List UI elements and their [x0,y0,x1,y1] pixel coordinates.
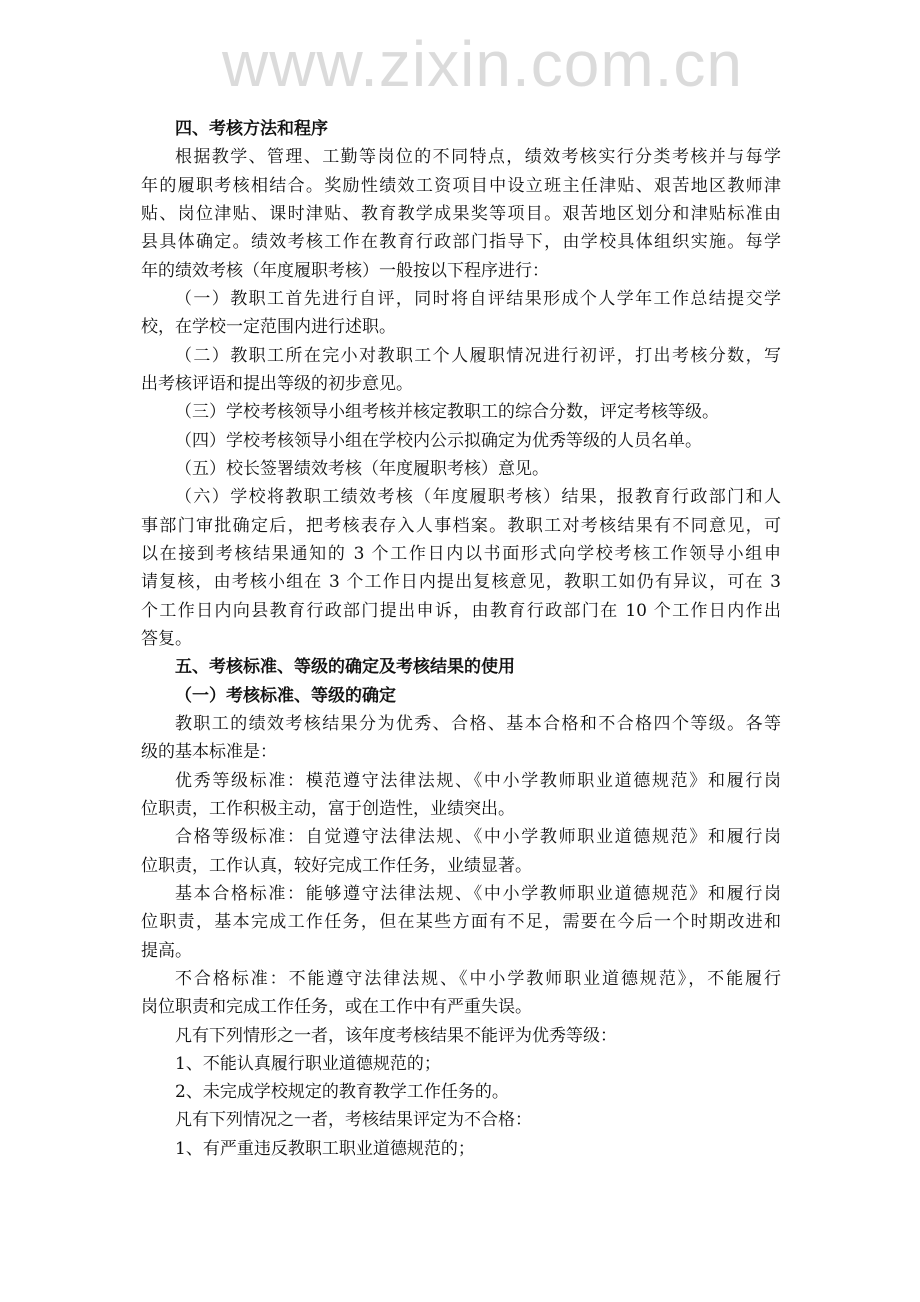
document-page [141,115,781,1163]
paragraph-line: 位职责，工作积极主动，富于创造性，业绩突出。 [141,798,515,819]
paragraph-line: （二）教职工所在完小对教职工个人履职情况进行初评，打出考核分数，写 [175,345,781,366]
list-item: 1、不能认真履行职业道德规范的； [175,1053,441,1074]
paragraph-line: （五）校长签署绩效考核（年度履职考核）意见。 [175,458,549,479]
paragraph-line: 年的履职考核相结合。奖励性绩效工资项目中设立班主任津贴、艰苦地区教师津 [141,175,781,196]
section-heading-4: 四、考核方法和程序 [175,119,328,139]
paragraph-line: 以在接到考核结果通知的 3 个工作日内以书面形式向学校考核工作领导小组申 [141,543,781,564]
paragraph-line: 县具体确定。绩效考核工作在教育行政部门指导下，由学校具体组织实施。每学 [141,232,781,253]
paragraph-line: 提高。 [141,940,192,961]
paragraph-line: 基本合格标准：能够遵守法律法规、《中小学教师职业道德规范》和履行岗 [175,883,781,904]
paragraph-line: 请复核，由考核小组在 3 个工作日内提出复核意见，教职工如仍有异议，可在 3 [141,572,781,593]
paragraph-line: 教职工的绩效考核结果分为优秀、合格、基本合格和不合格四个等级。各等 [175,713,781,734]
paragraph-line: （四）学校考核领导小组在学校内公示拟确定为优秀等级的人员名单。 [175,430,702,451]
paragraph-line: 凡有下列情形之一者，该年度考核结果不能评为优秀等级： [175,1025,617,1046]
paragraph-line: 校，在学校一定范围内进行述职。 [141,317,396,338]
paragraph-line: 年的绩效考核（年度履职考核）一般按以下程序进行： [141,260,549,281]
paragraph-line: 个工作日内向县教育行政部门提出申诉，由教育行政部门在 10 个工作日内作出 [141,600,781,621]
paragraph-line: （六）学校将教职工绩效考核（年度履职考核）结果，报教育行政部门和人 [175,487,781,508]
paragraph-line: 岗位职责和完成工作任务，或在工作中有严重失误。 [141,997,532,1018]
paragraph-line: （三）学校考核领导小组考核并核定教职工的综合分数，评定考核等级。 [175,402,719,423]
paragraph-line: 位职责，工作认真，较好完成工作任务，业绩显著。 [141,855,532,876]
paragraph-line: 事部门审批确定后，把考核表存入人事档案。教职工对考核结果有不同意见，可 [141,515,781,536]
paragraph-line: （一）教职工首先进行自评，同时将自评结果形成个人学年工作总结提交学 [175,288,781,309]
section-heading-5: 五、考核标准、等级的确定及考核结果的使用 [175,657,515,678]
list-item: 1、有严重违反教职工职业道德规范的； [175,1138,475,1159]
paragraph-line: 合格等级标准：自觉遵守法律法规、《中小学教师职业道德规范》和履行岗 [175,827,781,848]
paragraph-line: 优秀等级标准：模范遵守法律法规、《中小学教师职业道德规范》和履行岗 [175,770,781,791]
paragraph-line: 贴、岗位津贴、课时津贴、教育教学成果奖等项目。艰苦地区划分和津贴标准由 [141,203,781,224]
paragraph-line: 级的基本标准是： [141,742,277,763]
watermark: www.zixin.com.cn [222,28,743,100]
paragraph-line: 不合格标准：不能遵守法律法规、《中小学教师职业道德规范》，不能履行 [175,968,781,989]
paragraph-line: 根据教学、管理、工勤等岗位的不同特点，绩效考核实行分类考核并与每学 [175,147,781,168]
paragraph-line: 凡有下列情况之一者，考核结果评定为不合格： [175,1110,532,1131]
paragraph-line: 出考核评语和提出等级的初步意见。 [141,373,413,394]
paragraph-line: 位职责，基本完成工作任务，但在某些方面有不足，需要在今后一个时期改进和 [141,912,781,933]
list-item: 2、未完成学校规定的教育教学工作任务的。 [175,1082,509,1103]
paragraph-line: 答复。 [141,628,192,649]
subsection-heading: （一）考核标准、等级的确定 [175,685,396,706]
